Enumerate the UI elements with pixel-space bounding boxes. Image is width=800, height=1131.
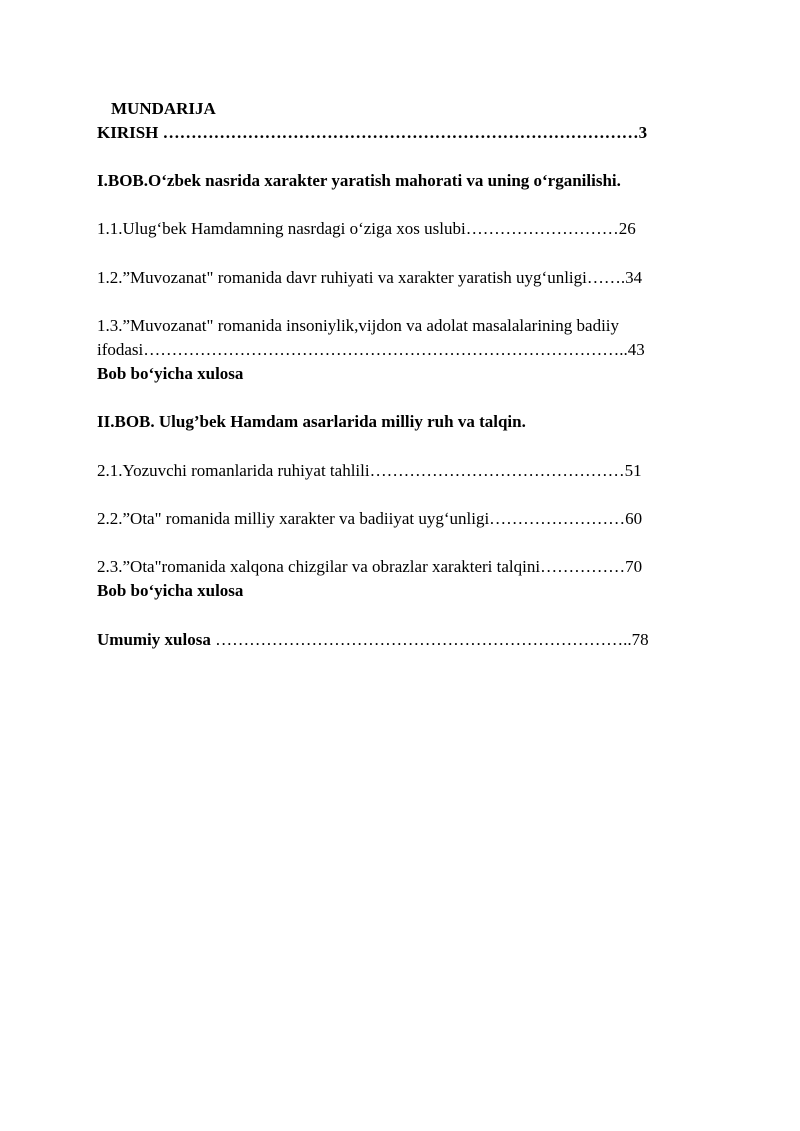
toc-entry-2-2: 2.2.”Ota" romanida milliy xarakter va badiiyat uyg‘unligi……………………60 <box>97 509 643 528</box>
toc-entry-kirish-text: KIRISH …………………………………………………………………………3 <box>97 123 648 142</box>
toc-entry-1-3-line-2: ifodasi…………………………………………………………………………..43 <box>97 340 645 359</box>
toc-entry-general-conclusion <box>97 629 649 651</box>
toc-entry-1-1: 1.1.Ulug‘bek Hamdamning nasrdagi o‘ziga xos uslubi………………………26 <box>97 219 636 238</box>
toc-entry-general-conclusion-text: Umumiy xulosa ………………………………………………………………..78 <box>97 630 649 649</box>
toc-entry-kirish <box>97 122 647 144</box>
toc-chapter-2-conclusion: Bob bo‘yicha xulosa <box>97 581 244 600</box>
toc-entry-general-conclusion-label: Umumiy xulosa <box>97 630 211 649</box>
toc-chapter-1-heading: I.BOB.O‘zbek nasrida xarakter yaratish mahorati va uning o‘rganilishi. <box>97 171 621 190</box>
toc-entry-1-3-line-1: 1.3.”Muvozanat" romanida insoniylik,vijdon va adolat masalalarining badiiy <box>97 316 620 335</box>
toc-entry-2-3: 2.3.”Ota"romanida xalqona chizgilar va obrazlar xarakteri talqini……………70 <box>97 557 643 576</box>
toc-entry-2-1: 2.1.Yozuvchi romanlarida ruhiyat tahlili………………………………………51 <box>97 461 642 480</box>
toc-title: MUNDARIJA <box>111 99 216 118</box>
toc-entry-1-2: 1.2.”Muvozanat" romanida davr ruhiyati va xarakter yaratish uyg‘unligi…….34 <box>97 268 643 287</box>
toc-chapter-2-heading: II.BOB. Ulug’bek Hamdam asarlarida milliy ruh va talqin. <box>97 412 526 431</box>
toc-chapter-1-conclusion: Bob bo‘yicha xulosa <box>97 364 244 383</box>
